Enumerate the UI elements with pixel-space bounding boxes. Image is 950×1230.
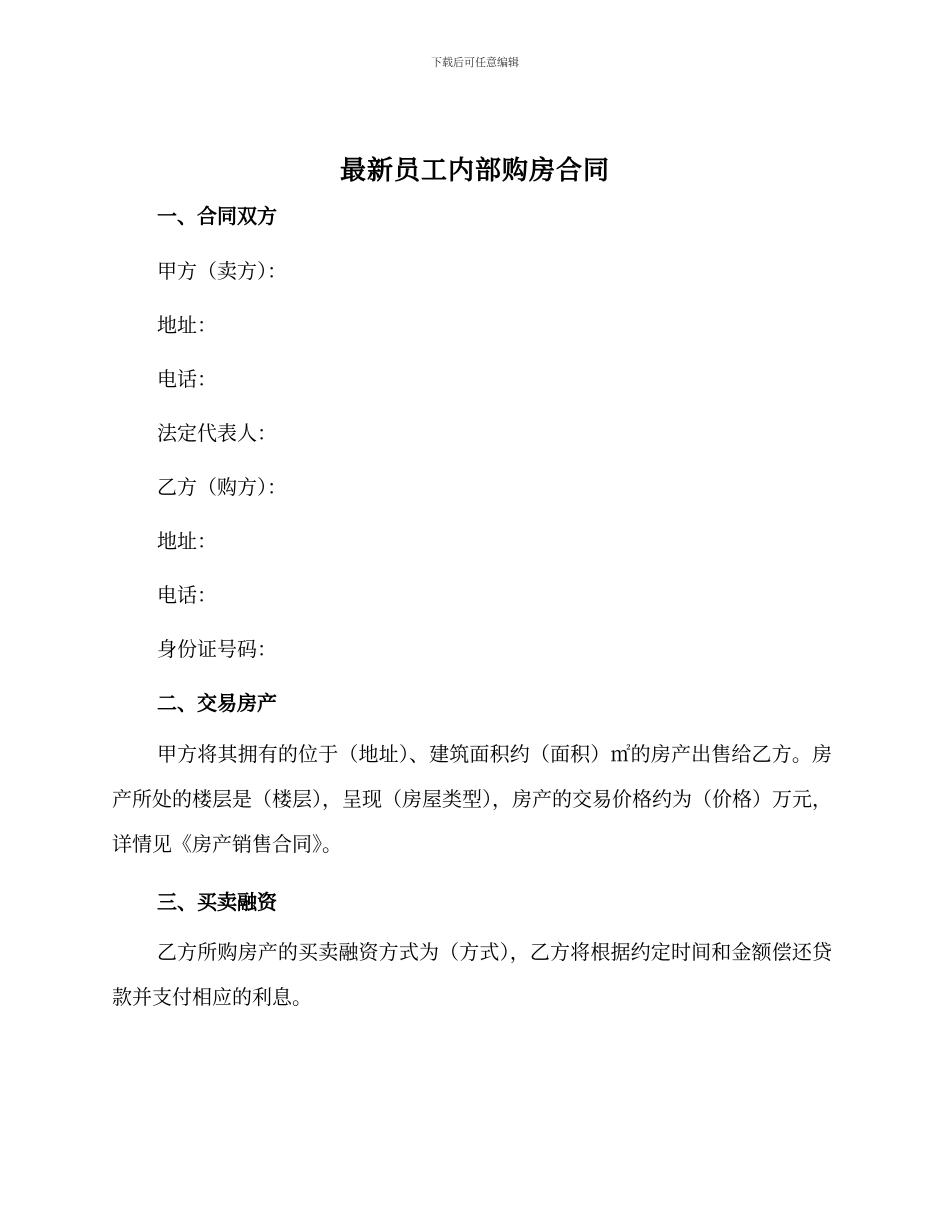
buyer-phone-label: 电话： [157,583,217,607]
document-title: 最新员工内部购房合同 [339,156,610,186]
seller-rep-label: 法定代表人： [157,421,277,445]
seller-address-label: 地址： [157,313,217,337]
financing-paragraph: 乙方所购房产的买卖融资方式为（方式），乙方将根据约定时间和金额偿还贷款并支付相应的利息。 [112,940,832,1009]
section-heading-financing: 三、买卖融资 [157,890,277,914]
buyer-label: 乙方（购方）： [157,475,287,499]
seller-label: 甲方（卖方）： [157,259,287,283]
buyer-id-label: 身份证号码： [157,637,277,661]
header-note: 下载后可任意编辑 [431,56,519,69]
buyer-address-label: 地址： [157,529,217,553]
seller-phone-label: 电话： [157,367,217,391]
property-paragraph: 甲方将其拥有的位于（地址）、建筑面积约（面积）㎡的房产出售给乙方。房产所处的楼层是（楼层），呈现（房屋类型），房产的交易价格约为（价格）万元，详情见《房产销售合同》。 [112,742,832,856]
section-heading-property: 二、交易房产 [157,691,277,715]
section-heading-parties: 一、合同双方 [157,204,277,228]
